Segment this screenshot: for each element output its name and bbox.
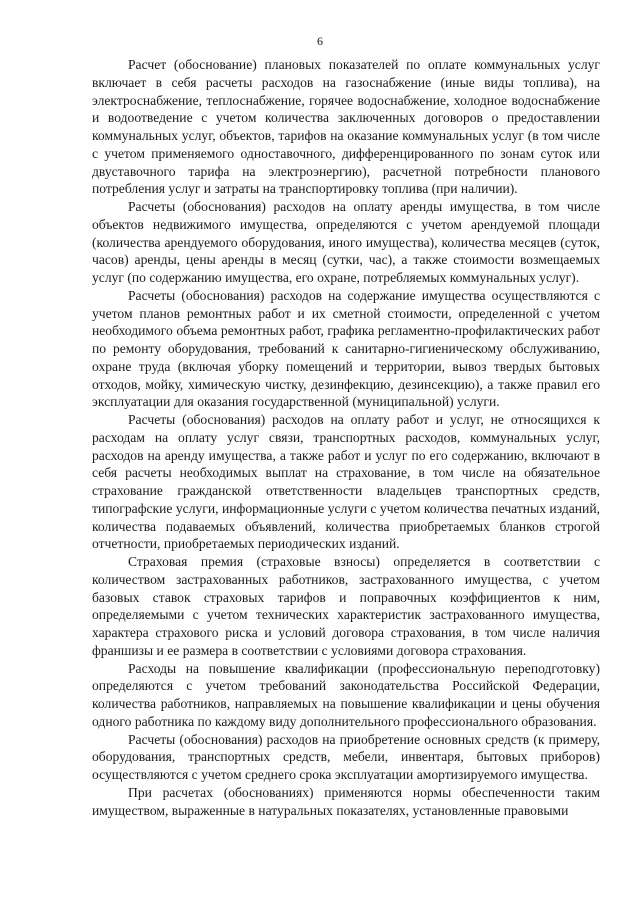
paragraph-insurance-premium: Страховая премия (страховые взносы) определяется в соответствии с количеством застрахованных работников, застрахованного имущества, с учетом базовых ставок страховых тарифов и поправочных коэффициентов к ним, определяемыми с учетом технических характеристик застрахованного имущества, характера страхового риска и условий договора страхования, в том числе наличия франшизы и ее размера в соответствии с условиями договора страхования. [92, 554, 600, 658]
document-body [92, 56, 600, 819]
paragraph-provision-norms: При расчетах (обоснованиях) применяются нормы обеспеченности таким имуществом, выраженные в натуральных показателях, установленные правовыми [92, 784, 600, 818]
paragraph-rent: Расчеты (обоснования) расходов на оплату аренды имущества, в том числе объектов недвижимого имущества, определяются с учетом арендуемой площади (количества арендуемого оборудования, иного имущества), количества месяцев (суток, часов) аренды, цены аренды в месяц (сутки, час), а также стоимости возмещаемых услуг (по содержанию имущества, его охране, потребляемых коммунальных услуг). [92, 199, 600, 285]
paragraph-utilities: Расчет (обоснование) плановых показателей по оплате коммунальных услуг включает в себя расчеты расходов на газоснабжение (иные виды топлива), на электроснабжение, теплоснабжение, горячее водоснабжение, холодное водоснабжение и водоотведение с учетом количества заключенных договоров о предоставлении коммунальных услуг, объектов, тарифов на оказание коммунальных услуг (в том числе с учетом применяемого одноставочного, дифференцированного по зонам суток или двуставочного тарифа на электроэнергию), расчетной потребности планового потребления услуг и затраты на транспортировку топлива (при наличии). [92, 57, 600, 197]
paragraph-property-maintenance: Расчеты (обоснования) расходов на содержание имущества осуществляются с учетом планов ремонтных работ и их сметной стоимости, определенной с учетом необходимого объема ремонтных работ, графика регламентно-профилактических работ по ремонту оборудования, требований к санитарно-гигиеническому обслуживанию, охране труда (включая уборку помещений и территории, вывоз твердых бытовых отходов, мойку, химическую чистку, дезинфекцию, дезинсекцию), а также правил его эксплуатации для оказания государственной (муниципальной) услуги. [92, 287, 600, 410]
page-number: 6 [317, 34, 323, 48]
paragraph-qualification: Расходы на повышение квалификации (профессиональную переподготовку) определяются с учетом требований законодательства Российской Федерации, количества работников, направляемых на повышение квалификации и цены обучения одного работника по каждому виду дополнительного профессионального образования. [92, 660, 600, 729]
paragraph-fixed-assets: Расчеты (обоснования) расходов на приобретение основных средств (к примеру, оборудования, транспортных средств, мебели, инвентаря, бытовых приборов) осуществляются с учетом среднего срока эксплуатации амортизируемого имущества. [92, 731, 600, 782]
paragraph-other-services: Расчеты (обоснования) расходов на оплату работ и услуг, не относящихся к расходам на оплату услуг связи, транспортных расходов, коммунальных услуг, расходов на аренду имущества, а также работ и услуг по его содержанию, включают в себя расчеты необходимых выплат на страхование, в том числе на обязательное страхование гражданской ответственности владельцев транспортных средств, типографские услуги, информационные услуги с учетом количества печатных изданий, количества подаваемых объявлений, количества приобретаемых бланков строгой отчетности, приобретаемых периодических изданий. [92, 412, 600, 552]
